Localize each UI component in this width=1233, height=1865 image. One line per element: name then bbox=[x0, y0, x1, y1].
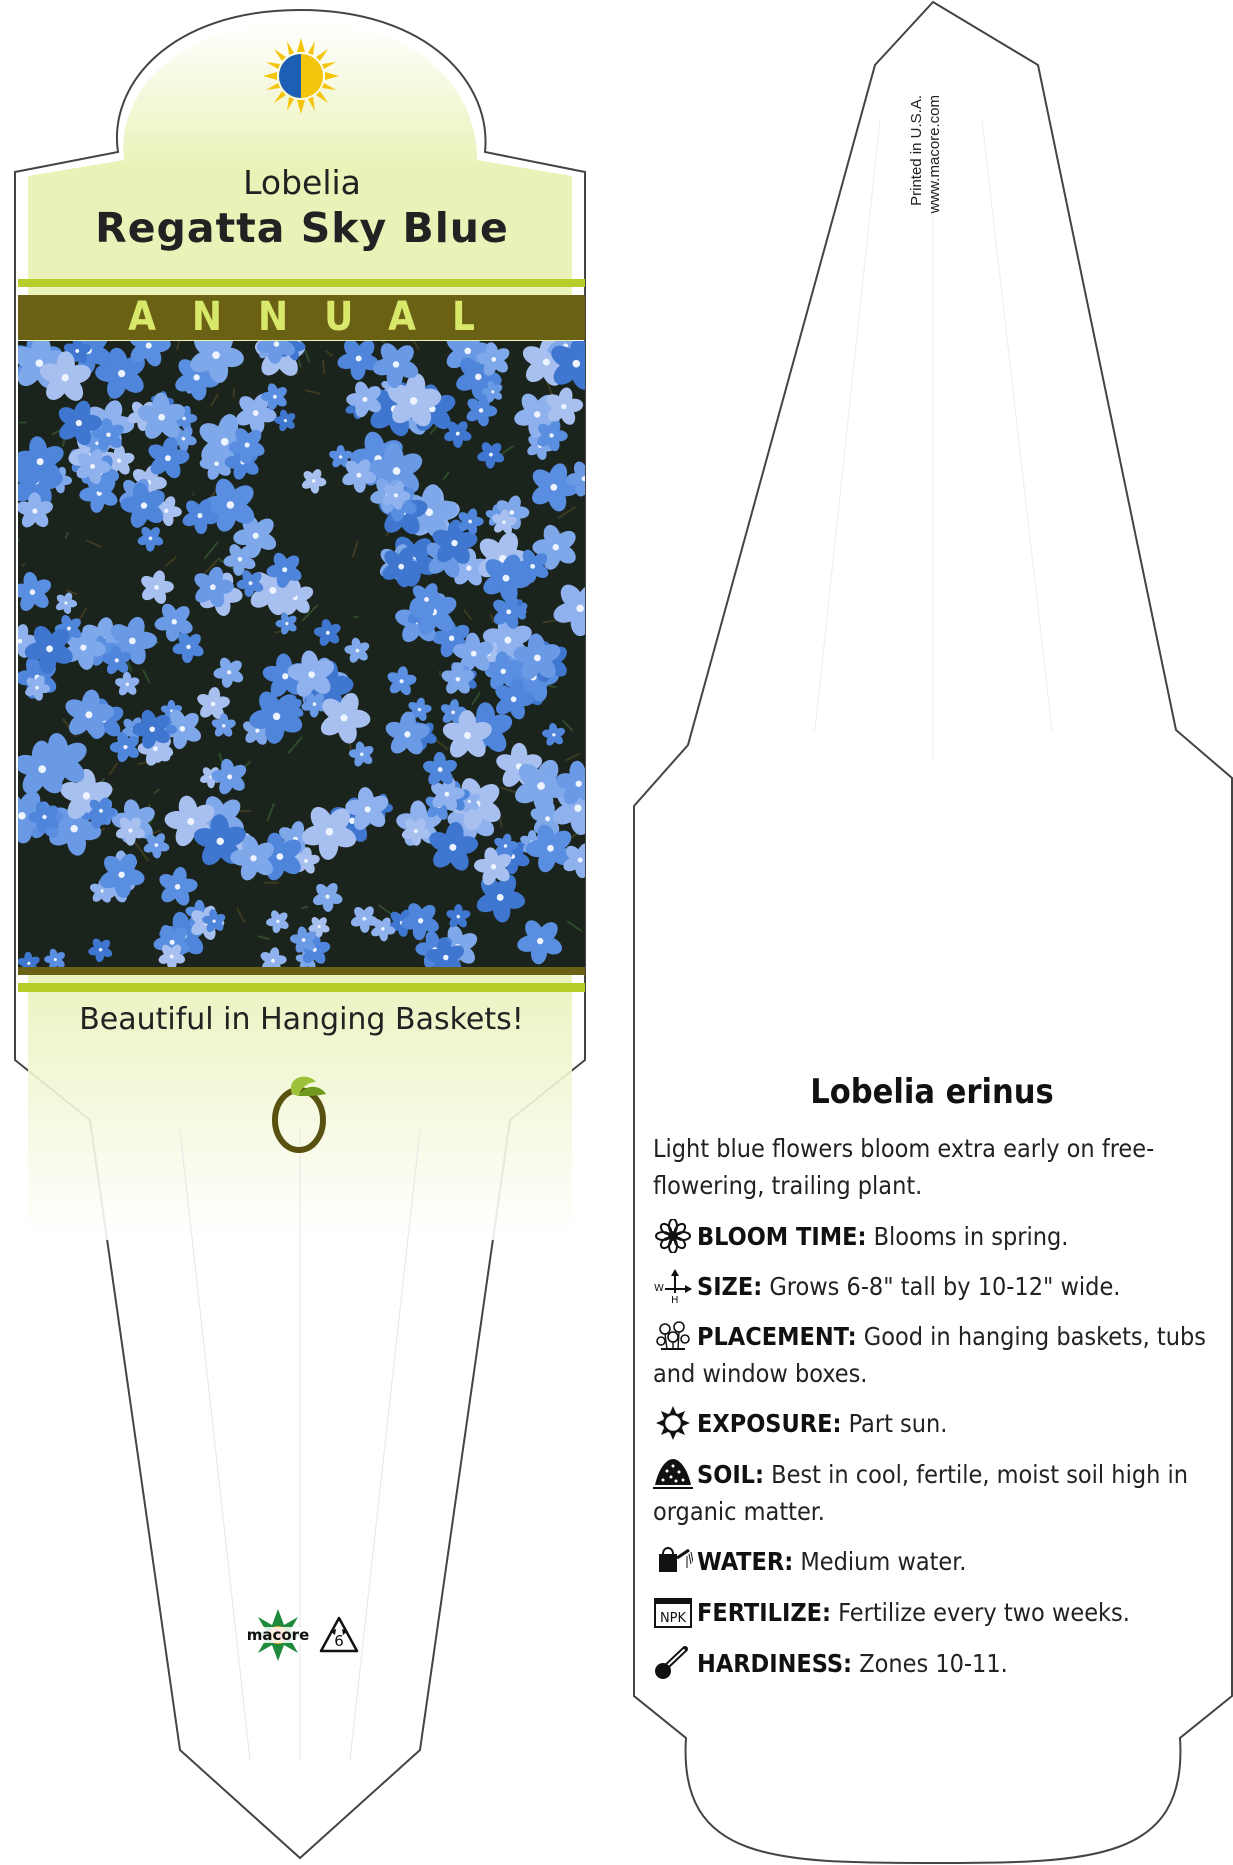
size-w-label: W bbox=[654, 1283, 664, 1294]
stripe-bottom-dark bbox=[18, 967, 585, 975]
recycle-icon bbox=[318, 1615, 360, 1655]
sun-icon bbox=[653, 1406, 693, 1440]
flower-photo bbox=[18, 341, 585, 967]
detail-hardiness bbox=[653, 1645, 1218, 1682]
back-tag-outline bbox=[620, 0, 1233, 1865]
detail-label: SIZE: bbox=[697, 1272, 763, 1301]
detail-fertilize bbox=[653, 1594, 1218, 1631]
printed-line-1: Printed in U.S.A. bbox=[908, 95, 925, 206]
detail-size bbox=[653, 1268, 1218, 1305]
stripe-bottom-light bbox=[18, 983, 585, 992]
npk-icon bbox=[653, 1595, 693, 1629]
detail-label: WATER: bbox=[697, 1547, 794, 1576]
detail-water bbox=[653, 1543, 1218, 1580]
npk-label: NPK bbox=[659, 1611, 687, 1626]
detail-label: HARDINESS: bbox=[697, 1649, 853, 1678]
plant-description: Light blue flowers bloom extra early on free-flowering, trailing plant. bbox=[653, 1134, 1155, 1200]
detail-text: Part sun. bbox=[841, 1409, 948, 1438]
size-h-label: H bbox=[671, 1295, 679, 1303]
printed-line-2: www.macore.com bbox=[926, 95, 943, 214]
macore-logo bbox=[244, 1607, 312, 1663]
detail-text: Best in cool, fertile, moist soil high in organic matter. bbox=[653, 1460, 1189, 1526]
detail-label: FERTILIZE: bbox=[697, 1598, 832, 1627]
detail-text: Blooms in spring. bbox=[866, 1222, 1069, 1251]
macore-logo-text: macore bbox=[246, 1626, 310, 1644]
detail-placement bbox=[653, 1318, 1218, 1392]
detail-text: Fertilize every two weeks. bbox=[831, 1598, 1130, 1627]
detail-text: Medium water. bbox=[793, 1547, 967, 1576]
plant-genus: Lobelia bbox=[243, 163, 361, 202]
plant-variety: Regatta Sky Blue bbox=[95, 204, 509, 252]
detail-text: Zones 10-11. bbox=[852, 1649, 1008, 1678]
detail-bloom-time bbox=[653, 1218, 1218, 1255]
thermometer-icon bbox=[653, 1646, 693, 1680]
size-arrows-icon bbox=[653, 1269, 693, 1303]
species-name: Lobelia erinus bbox=[810, 1072, 1054, 1112]
recycle-number: 6 bbox=[334, 1632, 344, 1650]
detail-label: SOIL: bbox=[697, 1460, 765, 1489]
flower-icon bbox=[653, 1219, 693, 1253]
sun-shade-icon bbox=[263, 38, 339, 114]
detail-label: BLOOM TIME: bbox=[697, 1222, 867, 1251]
detail-label: EXPOSURE: bbox=[697, 1409, 842, 1438]
detail-exposure bbox=[653, 1405, 1218, 1442]
detail-text: Grows 6-8" tall by 10-12" wide. bbox=[762, 1272, 1121, 1301]
placement-plants-icon bbox=[653, 1319, 693, 1353]
tagline: Beautiful in Hanging Baskets! bbox=[79, 1002, 524, 1037]
stripe-top bbox=[18, 279, 585, 287]
detail-label: PLACEMENT: bbox=[697, 1322, 857, 1351]
category-label: ANNUAL bbox=[128, 294, 511, 340]
watering-can-icon bbox=[653, 1544, 693, 1578]
detail-soil bbox=[653, 1456, 1218, 1530]
detail-text: Good in hanging baskets, tubs and window boxes. bbox=[653, 1322, 1206, 1388]
printed-in-usa-label bbox=[908, 95, 943, 245]
seedling-icon bbox=[268, 1070, 332, 1154]
soil-mound-icon bbox=[653, 1457, 693, 1491]
